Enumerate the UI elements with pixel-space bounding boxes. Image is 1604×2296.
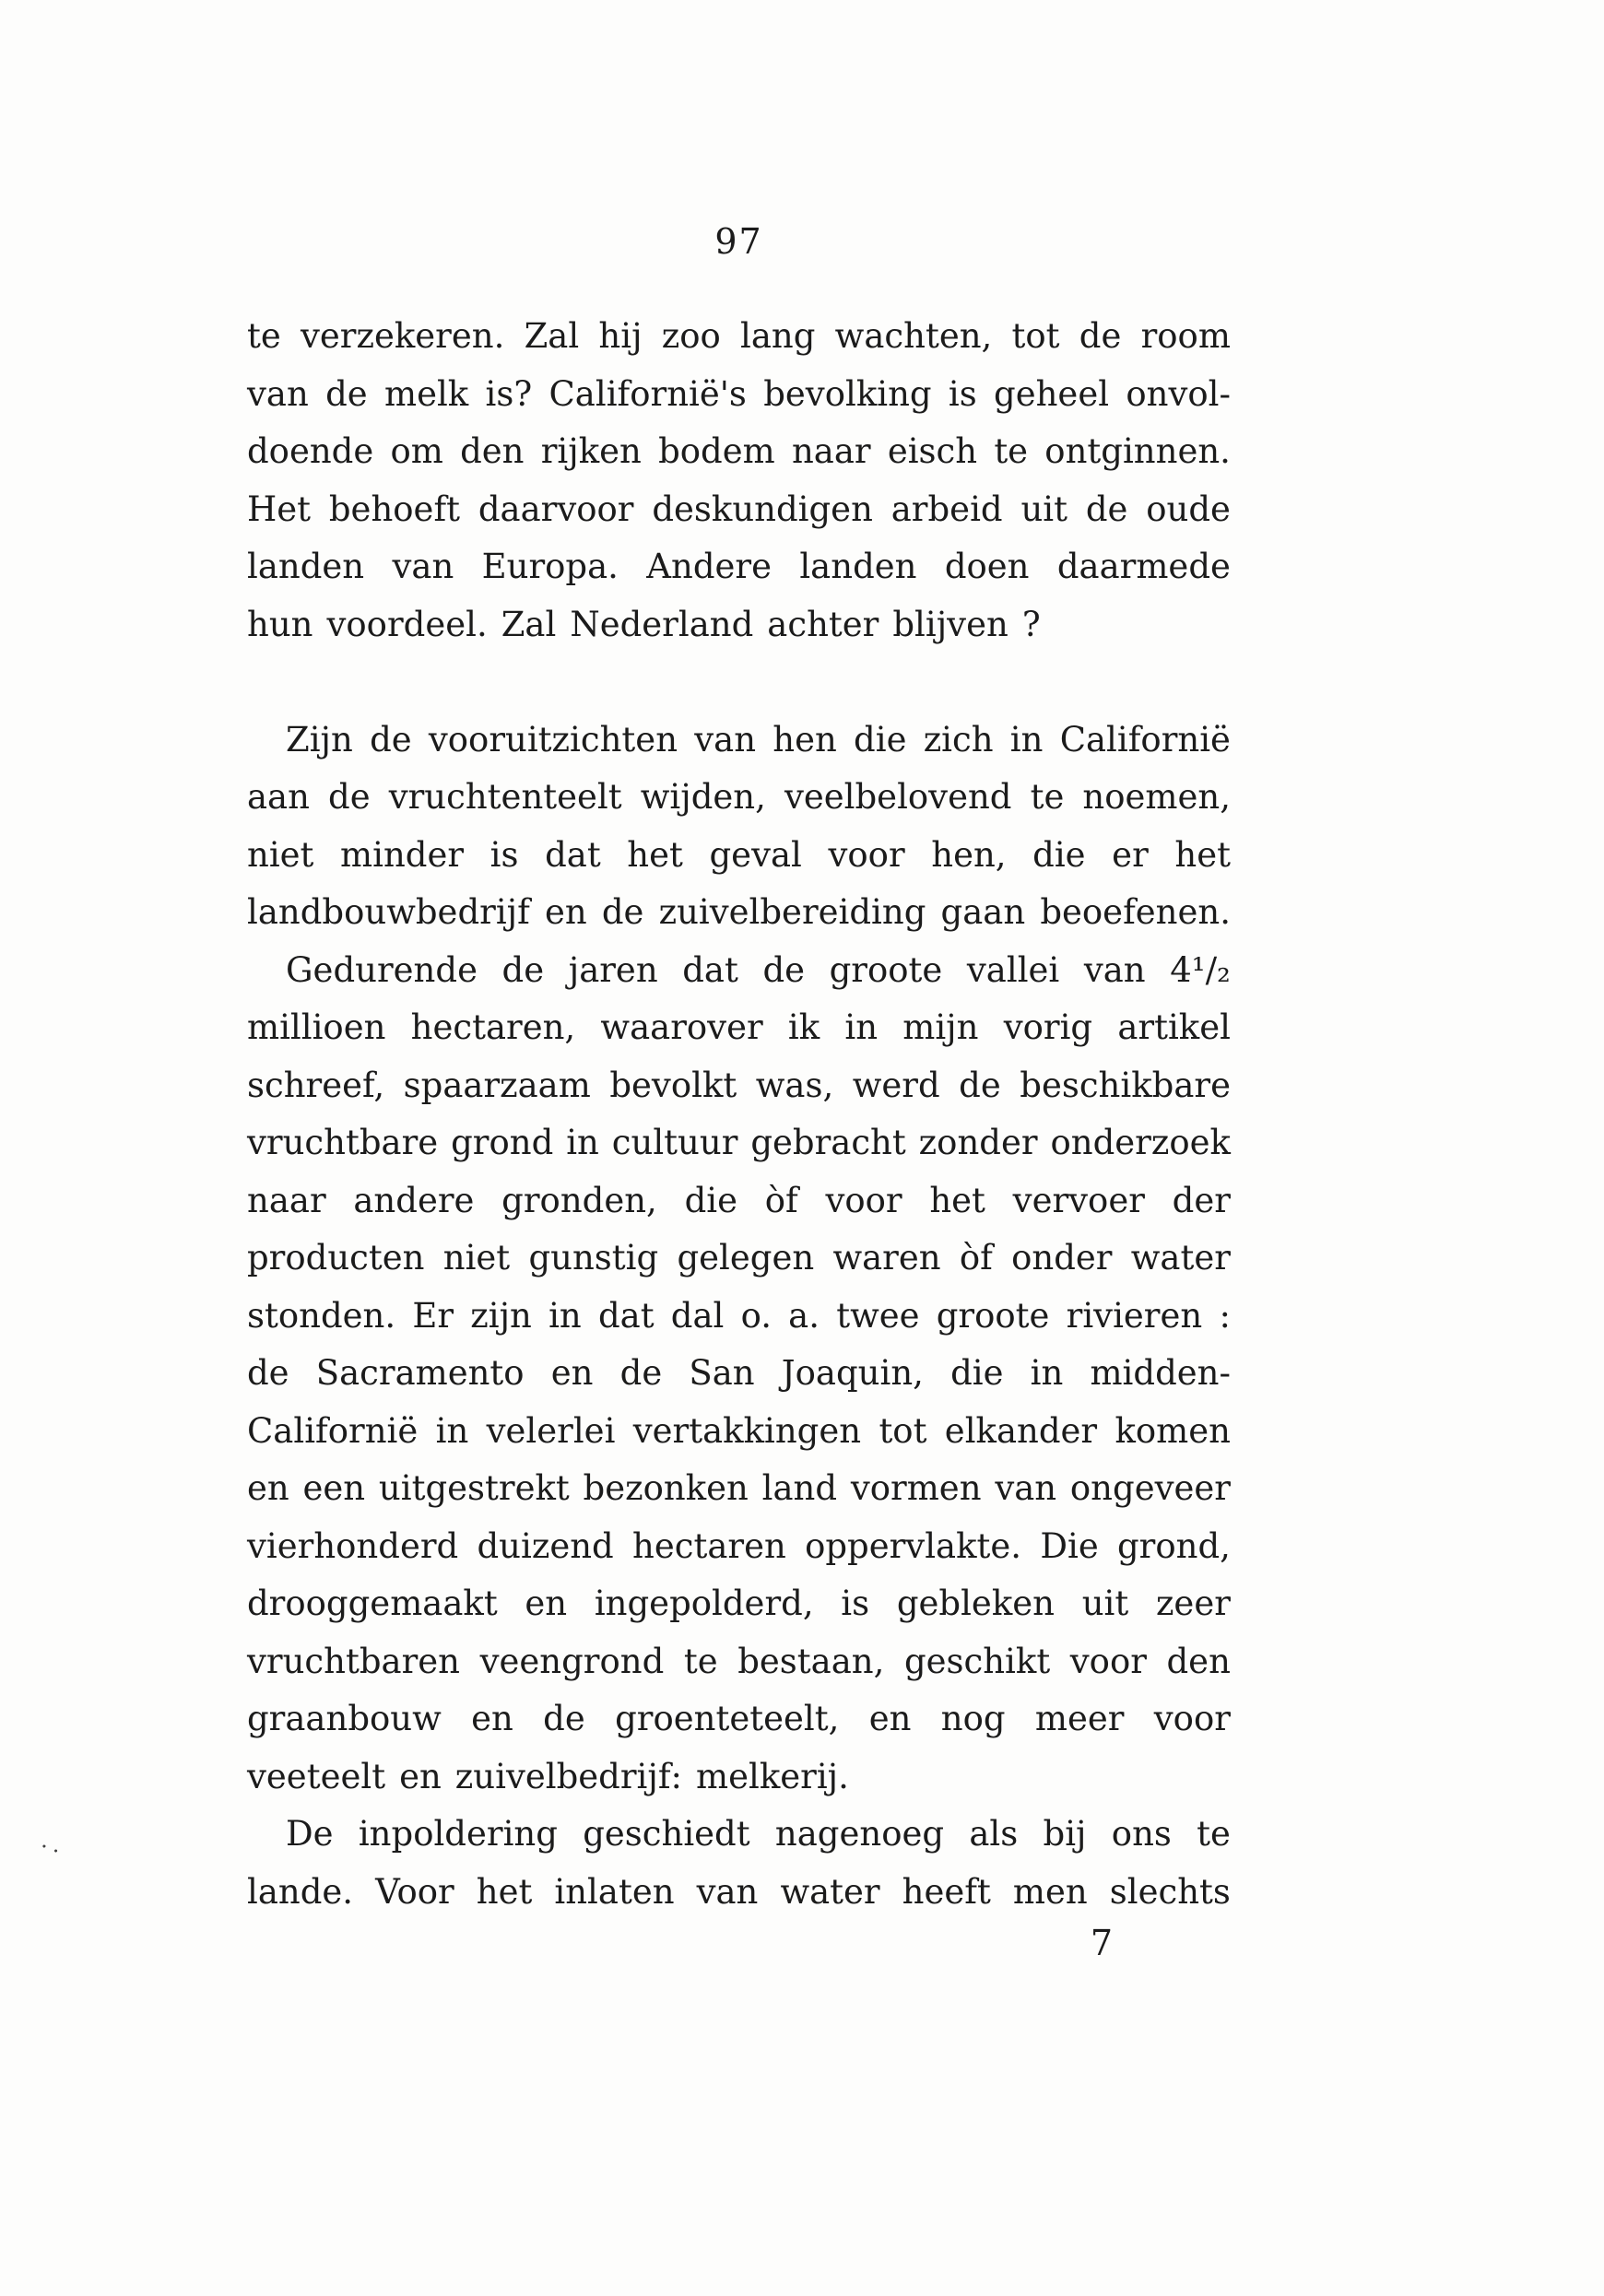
text-line: graanbouw en de groenteteelt, en nog meer voor [247, 1699, 1231, 1738]
text-line: Gedurende de jaren dat de groote vallei van 4¹/₂ [286, 949, 1231, 990]
text-line: millioen hectaren, waarover ik in mijn vorig artikel [247, 1007, 1231, 1047]
paragraph [247, 308, 1231, 653]
text-line: vruchtbare grond in cultuur gebracht zonder onderzoek [247, 1123, 1231, 1162]
text-line: naar andere gronden, die òf voor het vervoer der [247, 1180, 1231, 1220]
text-block [247, 308, 1231, 1921]
signature-number: 7 [1090, 1923, 1114, 1963]
margin-speck: ·. [38, 1831, 65, 1860]
page-number: 97 [714, 221, 763, 262]
text-line: producten niet gunstig gelegen waren òf onder water [247, 1238, 1231, 1278]
paragraph [247, 712, 1231, 942]
paragraph-gap [247, 653, 1231, 712]
text-line: Zijn de vooruitzichten van hen die zich in Californië [286, 719, 1231, 759]
paragraph [247, 1806, 1231, 1921]
text-line: drooggemaakt en ingepolderd, is gebleken uit zeer [247, 1584, 1231, 1623]
text-line: De inpoldering geschiedt nagenoeg als bij ons te [286, 1814, 1231, 1854]
text-line: lande. Voor het inlaten van water heeft men slechts [247, 1871, 1231, 1912]
text-line: Californië in velerlei vertakkingen tot elkander komen [247, 1410, 1231, 1451]
text-line: hun voordeel. Zal Nederland achter blijven ? [247, 604, 1041, 644]
text-line: de Sacramento en de San Joaquin, die in midden- [247, 1353, 1231, 1393]
text-line: te verzekeren. Zal hij zoo lang wachten, tot de room [247, 316, 1231, 356]
text-line: vruchtbaren veengrond te bestaan, geschikt voor den [247, 1641, 1231, 1681]
text-line: Het behoeft daarvoor deskundigen arbeid uit de oude [247, 489, 1231, 529]
text-line: veeteelt en zuivelbedrijf: melkerij. [247, 1756, 849, 1796]
text-line: en een uitgestrekt bezonken land vormen van ongeveer [247, 1468, 1231, 1508]
text-line: landbouwbedrijf en de zuivelbereiding gaan beoefenen. [247, 892, 1231, 932]
paragraph [247, 942, 1231, 1807]
text-line: doende om den rijken bodem naar eisch te ontginnen. [247, 431, 1231, 471]
text-line: vierhonderd duizend hectaren oppervlakte. Die grond, [247, 1525, 1231, 1566]
text-line: van de melk is? Californië's bevolking is geheel onvol- [247, 373, 1231, 414]
text-line: stonden. Er zijn in dat dal o. a. twee groote rivieren : [247, 1295, 1231, 1336]
text-line: aan de vruchtenteelt wijden, veelbelovend te noemen, [247, 777, 1231, 817]
text-line: niet minder is dat het geval voor hen, die er het [247, 834, 1231, 875]
text-line: landen van Europa. Andere landen doen daarmede [247, 547, 1231, 586]
text-line: schreef, spaarzaam bevolkt was, werd de beschikbare [247, 1065, 1231, 1105]
